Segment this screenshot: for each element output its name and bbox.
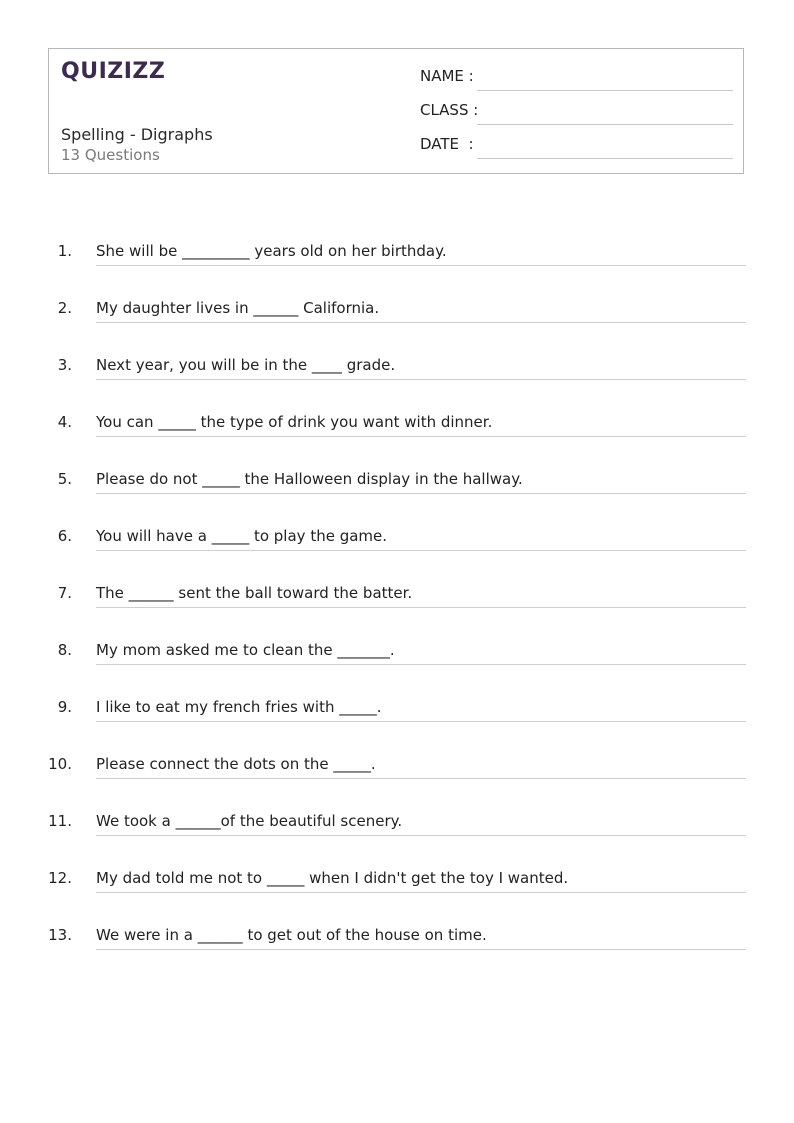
question-text: We took a ______of the beautiful scenery. (96, 812, 403, 830)
question-text: Please connect the dots on the _____. (96, 755, 376, 773)
class-field[interactable] (420, 101, 733, 125)
date-line (477, 158, 733, 159)
question-number: 12. (48, 869, 72, 887)
answer-line (96, 721, 746, 722)
question-count: 13 Questions (61, 146, 160, 164)
question-text: My daughter lives in ______ California. (96, 299, 380, 317)
question-number: 7. (57, 584, 72, 602)
question-row[interactable] (0, 695, 794, 725)
question-number: 10. (48, 755, 72, 773)
question-row[interactable] (0, 239, 794, 269)
question-row[interactable] (0, 296, 794, 326)
question-row[interactable] (0, 410, 794, 440)
question-number: 2. (57, 299, 72, 317)
question-number: 13. (48, 926, 72, 944)
answer-line (96, 607, 746, 608)
question-text: We were in a ______ to get out of the house on time. (96, 926, 487, 944)
answer-line (96, 322, 746, 323)
answer-line (96, 493, 746, 494)
question-text: You will have a _____ to play the game. (96, 527, 388, 545)
date-field[interactable] (420, 135, 733, 159)
question-text: Please do not _____ the Halloween display in the hallway. (96, 470, 523, 488)
answer-line (96, 778, 746, 779)
class-line (477, 124, 733, 125)
question-row[interactable] (0, 638, 794, 668)
question-row[interactable] (0, 467, 794, 497)
worksheet-title: Spelling - Digraphs (61, 125, 213, 144)
answer-line (96, 379, 746, 380)
question-text: You can _____ the type of drink you want with dinner. (96, 413, 493, 431)
answer-line (96, 892, 746, 893)
question-row[interactable] (0, 752, 794, 782)
question-row[interactable] (0, 866, 794, 896)
question-text: I like to eat my french fries with _____. (96, 698, 382, 716)
name-line (477, 90, 733, 91)
answer-line (96, 664, 746, 665)
quizizz-logo: QUIZIZZ (61, 59, 166, 84)
name-label: NAME : (420, 67, 474, 85)
answer-line (96, 550, 746, 551)
question-row[interactable] (0, 923, 794, 953)
question-number: 8. (57, 641, 72, 659)
question-number: 3. (57, 356, 72, 374)
question-text: My dad told me not to _____ when I didn't get the toy I wanted. (96, 869, 569, 887)
name-field[interactable] (420, 67, 733, 91)
question-number: 4. (57, 413, 72, 431)
answer-line (96, 949, 746, 950)
question-row[interactable] (0, 581, 794, 611)
question-number: 9. (57, 698, 72, 716)
answer-line (96, 265, 746, 266)
question-number: 1. (57, 242, 72, 260)
question-text: She will be _________ years old on her birthday. (96, 242, 447, 260)
worksheet-header (48, 48, 744, 174)
question-row[interactable] (0, 809, 794, 839)
answer-line (96, 835, 746, 836)
question-number: 11. (48, 812, 72, 830)
question-text: The ______ sent the ball toward the batter. (96, 584, 413, 602)
question-text: My mom asked me to clean the _______. (96, 641, 395, 659)
question-number: 5. (57, 470, 72, 488)
question-number: 6. (57, 527, 72, 545)
class-label: CLASS : (420, 101, 479, 119)
question-row[interactable] (0, 524, 794, 554)
question-row[interactable] (0, 353, 794, 383)
answer-line (96, 436, 746, 437)
question-text: Next year, you will be in the ____ grade. (96, 356, 396, 374)
date-label: DATE : (420, 135, 474, 153)
